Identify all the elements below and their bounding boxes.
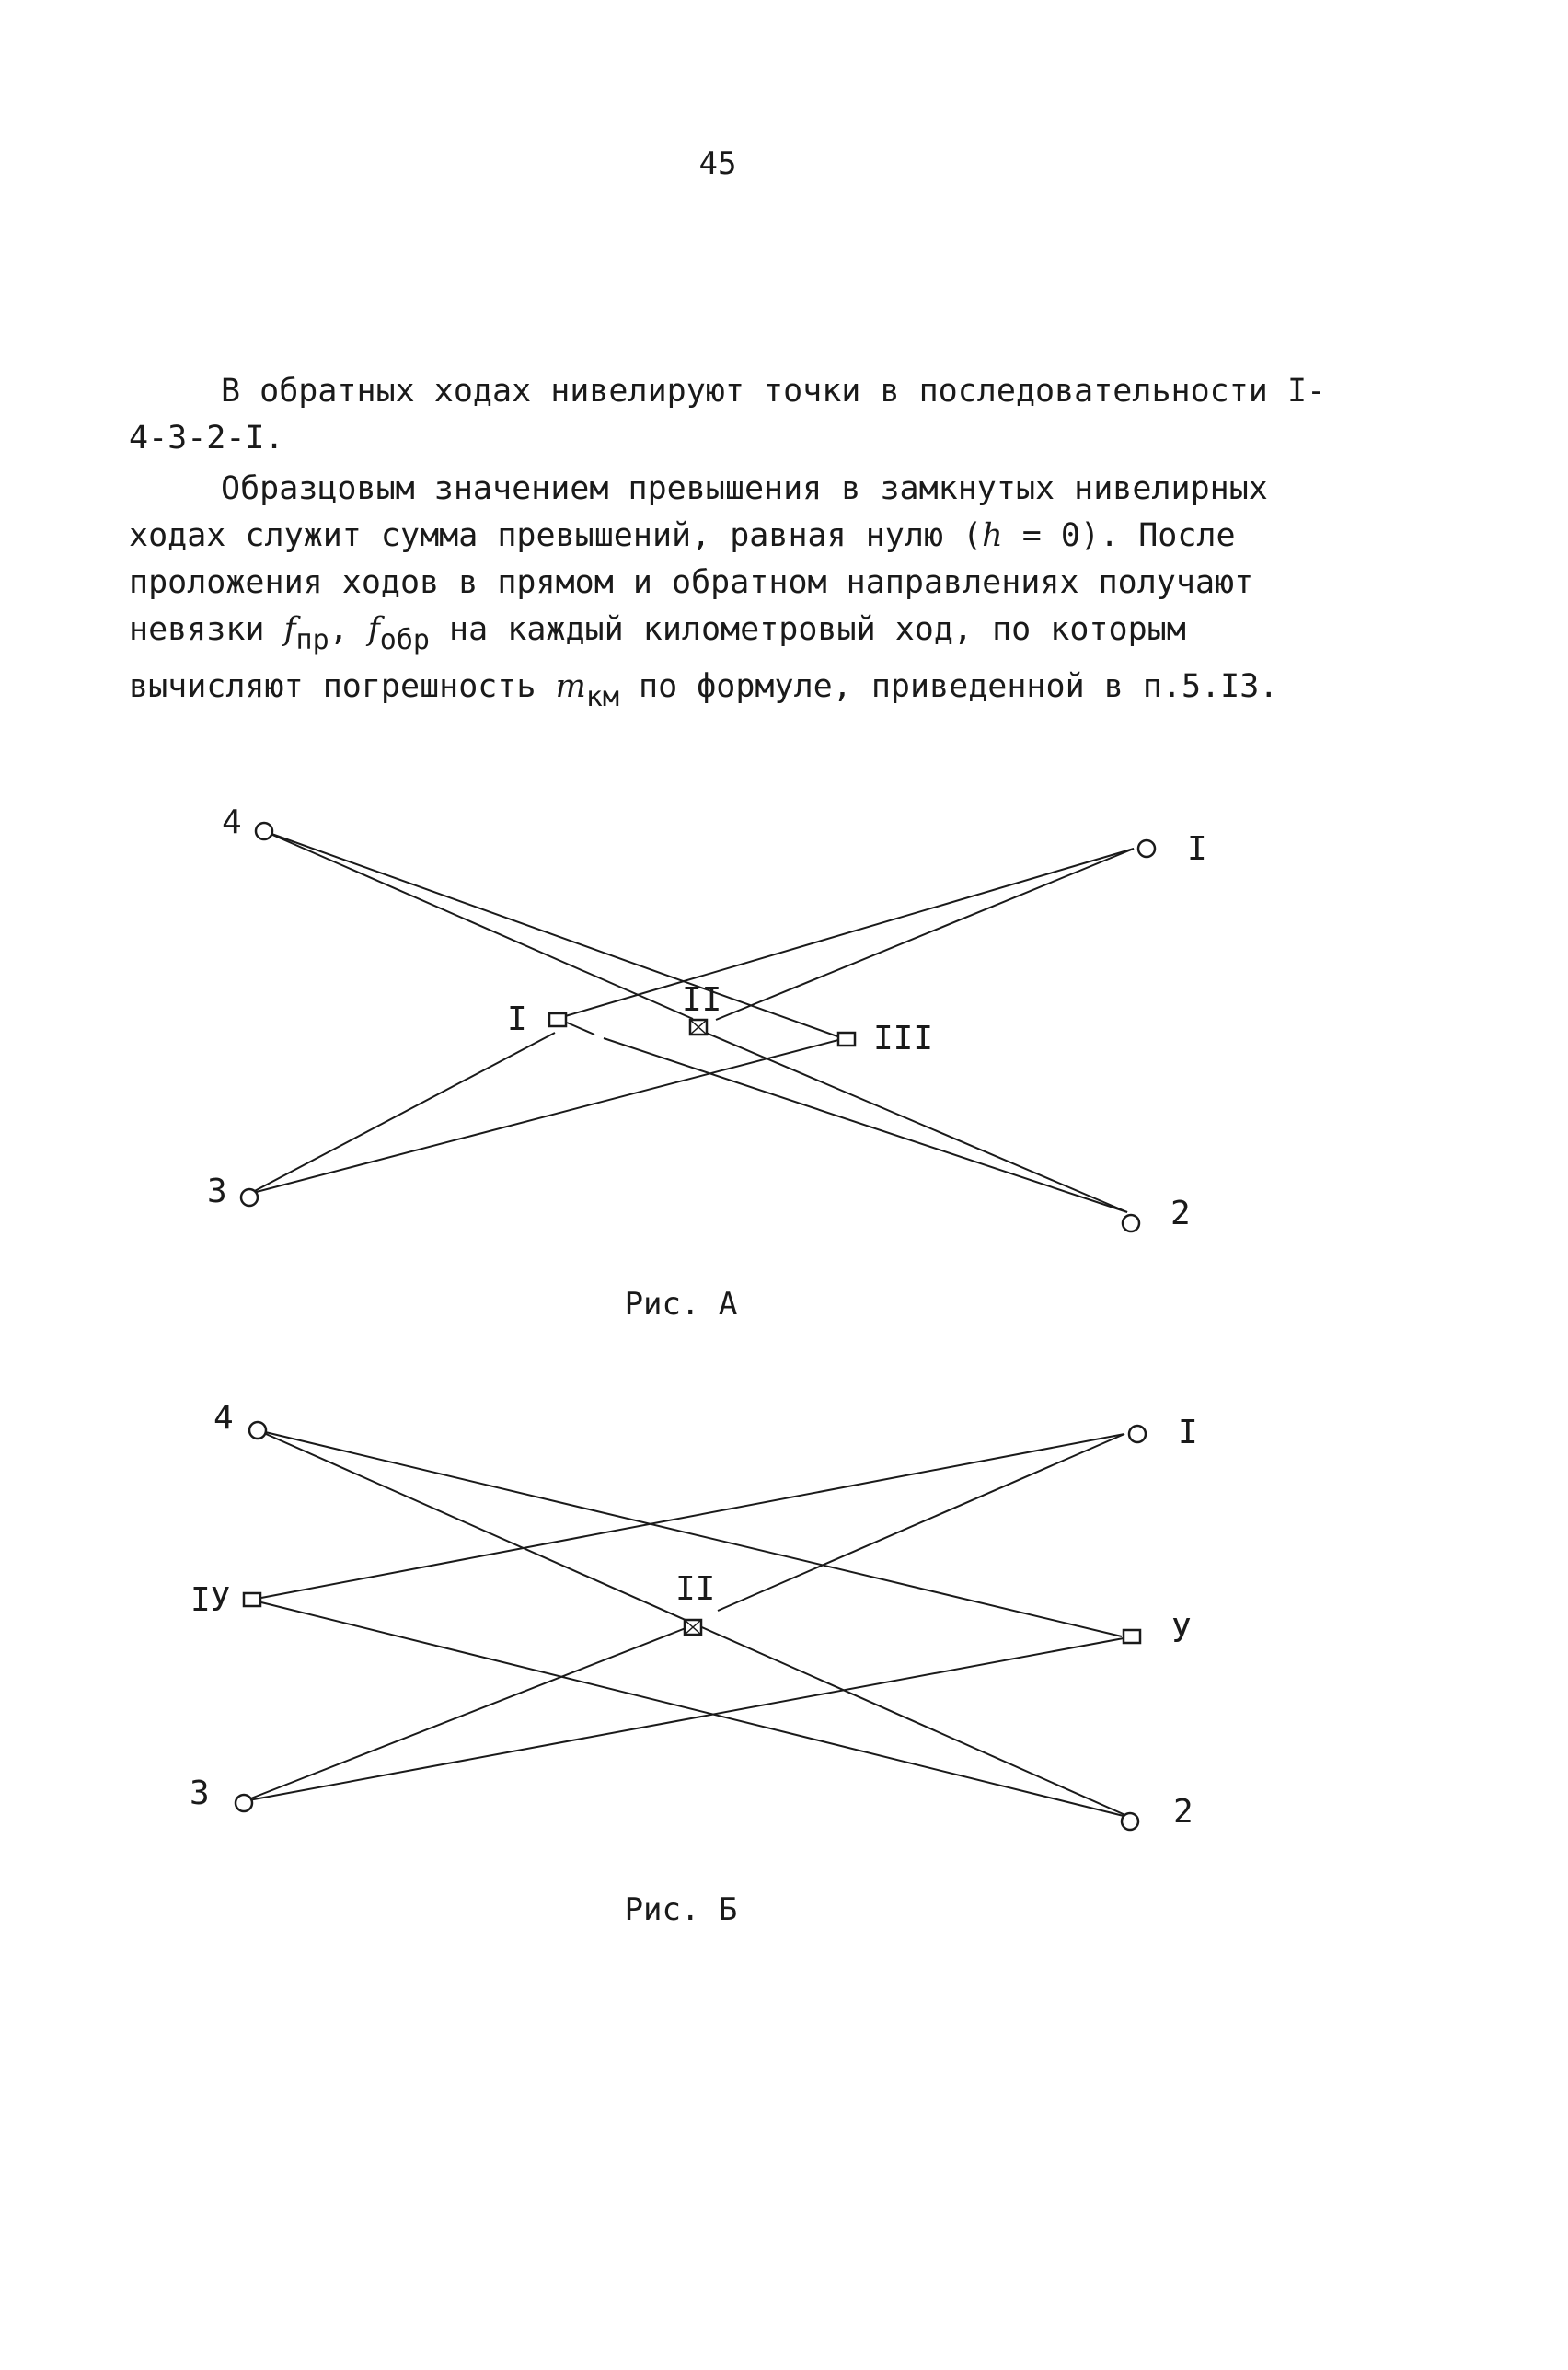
benchmark-3-marker: [241, 1189, 258, 1206]
benchmark-4-label: 4: [222, 803, 242, 841]
station-V-label: У: [1171, 1613, 1192, 1650]
figure-b-caption: Рис. Б: [624, 1891, 738, 1928]
station-I-marker: [549, 1013, 566, 1026]
benchmark-2-label: 2: [1170, 1195, 1191, 1232]
traverse-line: [718, 1434, 1124, 1611]
benchmark-4-label: 4: [213, 1399, 234, 1437]
page-number: 45: [698, 145, 737, 182]
benchmark-2-marker: [1122, 1813, 1138, 1830]
figure-a-caption: Рис. А: [624, 1286, 738, 1323]
benchmark-1-marker: [1129, 1426, 1146, 1442]
figure-b: [0, 1390, 1568, 1859]
f-symbol-forward: f: [283, 611, 296, 648]
figure-a: [0, 792, 1568, 1270]
benchmark-3-label: 3: [207, 1173, 227, 1210]
m-symbol: m: [555, 668, 586, 705]
m-subscript: км: [585, 681, 619, 713]
traverse-line: [264, 831, 693, 1019]
station-II-label: II: [675, 1570, 716, 1608]
f-symbol-backward: f: [367, 611, 380, 648]
paragraph-2-part-1: Образцовым значением превышения в замкнутых нивелирных ходах служит сумма превышений, равная нулю (: [129, 470, 1268, 554]
station-I-label: I: [507, 1000, 527, 1038]
benchmark-1-marker: [1138, 840, 1155, 857]
paragraph-1: В обратных ходах нивелируют точки в последовательности I-4-3-2-I.: [129, 373, 1327, 457]
station-III-marker: [838, 1033, 855, 1046]
benchmark-1-label: I: [1187, 830, 1207, 868]
benchmark-4-marker: [249, 1422, 266, 1439]
benchmark-2-marker: [1123, 1215, 1139, 1231]
paragraph-2-part-3: по формуле, приведенной в п.5.I3.: [618, 668, 1279, 705]
traverse-line: [249, 1033, 555, 1194]
benchmark-4-marker: [256, 823, 272, 839]
traverse-line: [244, 1628, 686, 1801]
traverse-line: [244, 1638, 1124, 1801]
traverse-line: [249, 1040, 838, 1194]
paragraph-2: [129, 466, 1334, 721]
benchmark-2-label: 2: [1173, 1793, 1193, 1831]
body-text: [129, 368, 1334, 721]
traverse-line: [716, 849, 1134, 1020]
traverse-line: [604, 1038, 1127, 1212]
f-subscript-forward: пр: [295, 624, 329, 656]
traverse-line: [567, 1023, 594, 1035]
benchmark-1-label: I: [1178, 1414, 1198, 1451]
benchmark-3-marker: [236, 1795, 252, 1811]
paragraph-2-part-2: на каждый километровый ход, по которым вычисляют погрешность: [129, 611, 1186, 705]
station-II-label: II: [682, 981, 722, 1019]
station-IV-label: IУ: [190, 1581, 231, 1619]
benchmark-3-label: 3: [190, 1775, 210, 1812]
station-IV-marker: [244, 1593, 260, 1606]
h-value: = 0). После проложения ходов в прямом и обратном направлениях получают невязки: [129, 517, 1254, 648]
comma: ,: [329, 611, 368, 648]
station-III-label: III: [873, 1020, 934, 1058]
traverse-line: [562, 849, 1134, 1017]
h-symbol: h: [982, 517, 1003, 554]
station-V-marker: [1124, 1630, 1140, 1643]
f-subscript-backward: обр: [379, 624, 430, 656]
